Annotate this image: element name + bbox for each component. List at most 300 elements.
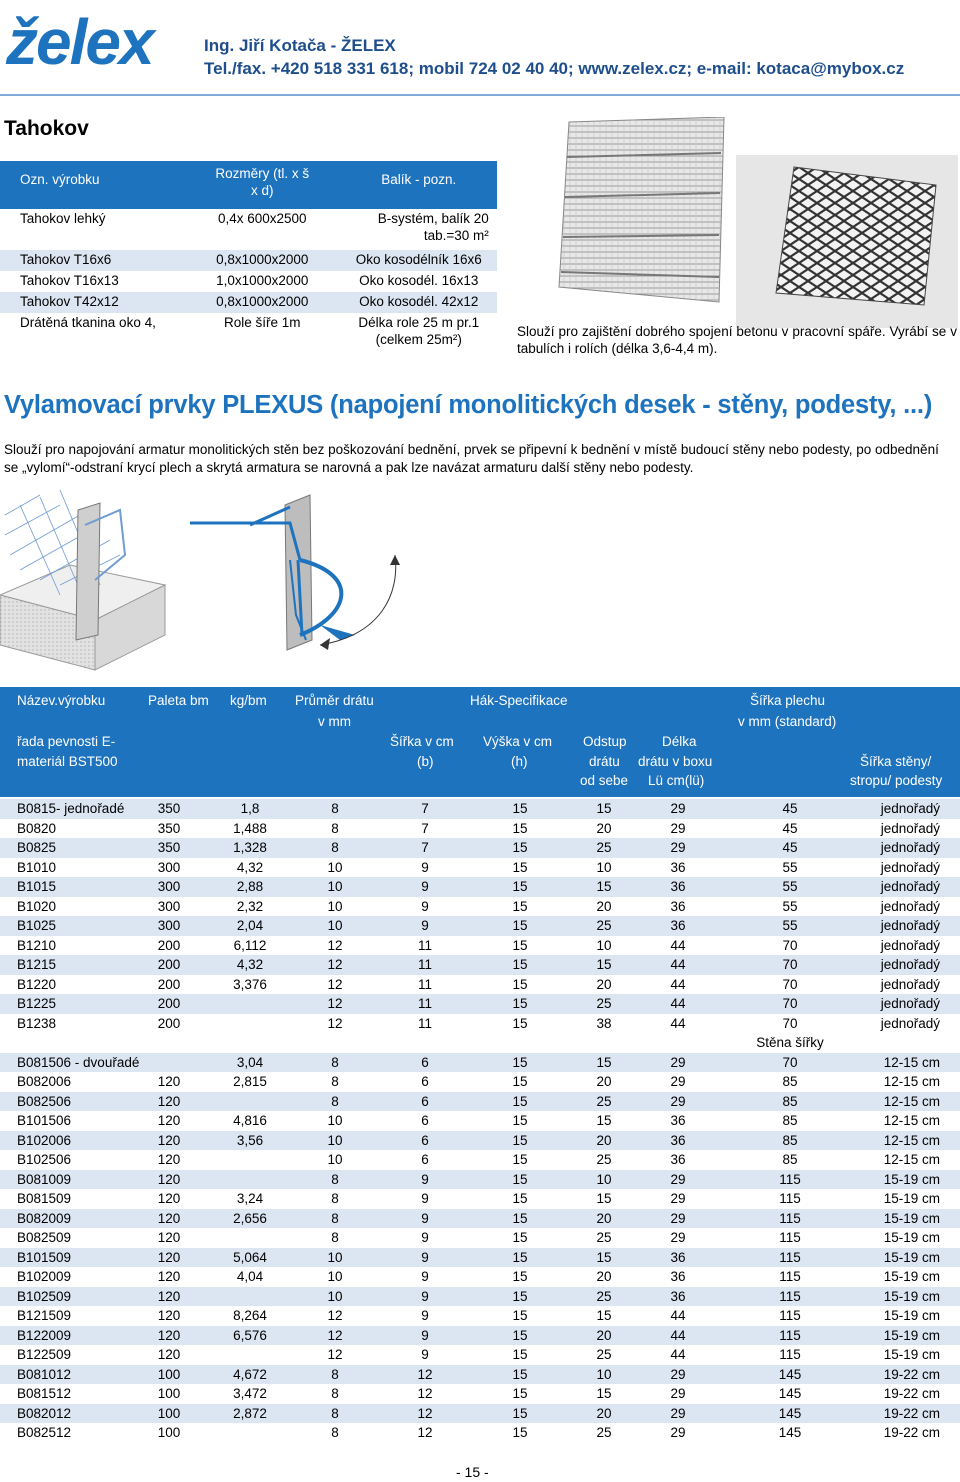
table-row — [0, 1248, 960, 1268]
table-cell: B1210 — [17, 937, 57, 953]
table-cell: 15 — [512, 1074, 528, 1089]
table-cell: 44 — [670, 1015, 686, 1031]
table-cell: 10 — [327, 1249, 343, 1265]
table-cell: 10 — [327, 859, 343, 875]
table-cell: 36 — [670, 1152, 686, 1167]
table-cell: 10 — [596, 937, 612, 953]
table-cell: 15 — [512, 1015, 528, 1031]
table-cell: 45 — [782, 840, 798, 855]
table-row — [0, 1345, 960, 1365]
table-cell: 20 — [596, 1405, 612, 1421]
table-cell: B081509 — [17, 1191, 72, 1206]
table-cell: 1,488 — [233, 820, 267, 836]
table-cell: B081012 — [17, 1366, 72, 1382]
table-cell: 120 — [157, 1347, 181, 1362]
table-cell: B1015 — [17, 879, 57, 894]
table-cell: B1025 — [17, 918, 57, 933]
table-cell: 25 — [596, 1230, 612, 1245]
table-cell: 25 — [596, 1288, 612, 1304]
table-cell: 2,872 — [233, 1405, 267, 1421]
table-cell: 100 — [157, 1425, 181, 1440]
table-cell: 15 — [512, 1171, 528, 1187]
table-cell: 8 — [331, 840, 339, 855]
table-cell: 29 — [670, 1191, 686, 1206]
table-cell: 70 — [782, 937, 798, 953]
table-cell — [340, 209, 497, 250]
header-cell-label: Rozměry (tl. x š x d) — [215, 166, 310, 198]
table-cell: B082509 — [17, 1230, 72, 1245]
table-cell: jednořadý — [880, 918, 940, 933]
table-cell: 36 — [670, 879, 686, 894]
table-cell: B082006 — [17, 1074, 72, 1089]
table-cell: B102006 — [17, 1132, 72, 1148]
table-cell: 11 — [417, 976, 432, 992]
table-cell: 7 — [421, 820, 429, 836]
table-cell — [340, 313, 497, 354]
table-cell: 6 — [421, 1093, 429, 1109]
table-cell: 12 — [417, 1405, 433, 1421]
table-cell: 15-19 cm — [883, 1249, 940, 1265]
table-cell: 9 — [421, 1327, 429, 1343]
table-cell: B122509 — [17, 1347, 72, 1362]
table-cell: B082512 — [17, 1425, 72, 1440]
table-cell: 29 — [670, 1425, 686, 1440]
table-cell: 15 — [512, 1366, 528, 1382]
table-cell: 15 — [512, 898, 528, 914]
header-cell: Balík - pozn. — [340, 161, 497, 209]
table-cell: 45 — [782, 820, 798, 836]
table-cell: 10 — [596, 859, 612, 875]
header-cell: Ozn. výrobku — [0, 161, 184, 209]
table-cell: 36 — [670, 1269, 686, 1284]
table-cell: 15-19 cm — [883, 1171, 940, 1187]
header-cell — [184, 161, 341, 209]
table-cell: B1020 — [17, 898, 57, 914]
table-cell: 29 — [670, 1054, 686, 1070]
table-cell: 200 — [157, 1015, 181, 1031]
table-row — [0, 1111, 960, 1131]
table-cell: 20 — [596, 820, 612, 836]
table-cell: 25 — [596, 1152, 612, 1167]
table-cell: 15 — [512, 801, 528, 816]
table-cell: 15 — [596, 801, 612, 816]
table-row — [0, 1267, 960, 1287]
tahokov-description: Slouží pro zajištění dobrého spojení betonu v pracovní spáře. Vyrábí se v tabulích i rolích (délka 3,6-4,4 m). — [517, 324, 957, 356]
table-row — [0, 936, 960, 956]
table-cell: 15 — [512, 1347, 528, 1362]
plexus-table-body — [0, 799, 960, 1443]
table-cell: 3,56 — [236, 1132, 264, 1148]
table-cell: 45 — [782, 801, 798, 816]
subheader-label: Stěna šířky — [756, 1035, 824, 1050]
table-cell: 12 — [417, 1366, 433, 1382]
table-cell: 12 — [327, 1327, 343, 1343]
table-cell: 15-19 cm — [883, 1327, 940, 1343]
table-cell: jednořadý — [880, 801, 940, 816]
table-cell: 15 — [512, 1191, 528, 1206]
table-cell: 29 — [670, 801, 686, 816]
table-cell: 350 — [157, 840, 181, 855]
table-cell: 120 — [157, 1230, 181, 1245]
table-cell: 29 — [670, 1093, 686, 1109]
header-vyska-h: (h) — [511, 754, 528, 769]
table-row — [0, 799, 960, 819]
tahokov-table — [0, 161, 497, 354]
table-cell: jednořadý — [880, 1015, 940, 1031]
table-cell: 25 — [596, 1093, 612, 1109]
table-row — [0, 955, 960, 975]
table-cell: 300 — [157, 859, 181, 875]
company-contact: Tel./fax. +420 518 331 618; mobil 724 02 40 40; www.zelex.cz; e-mail: kotaca@mybox.cz — [204, 59, 905, 78]
table-cell: jednořadý — [880, 859, 940, 875]
table-row — [0, 975, 960, 995]
table-cell: 44 — [670, 996, 686, 1011]
table-cell: 70 — [782, 996, 798, 1011]
table-cell: 25 — [596, 840, 612, 855]
table-cell: 15 — [512, 1210, 528, 1226]
table-cell: 15 — [512, 879, 528, 894]
table-cell: 20 — [596, 1074, 612, 1089]
table-cell: B0825 — [17, 840, 57, 855]
table-cell: 38 — [596, 1015, 612, 1031]
table-cell: 12 — [327, 996, 343, 1011]
header-odstup-2: drátu — [589, 754, 620, 769]
table-cell: 15 — [512, 1152, 528, 1167]
table-cell: 2,656 — [233, 1210, 267, 1226]
table-cell: 11 — [417, 957, 432, 972]
table-cell: 15 — [512, 976, 528, 992]
table-cell: 120 — [157, 1093, 181, 1109]
table-cell: 3,04 — [236, 1054, 264, 1070]
table-cell: 115 — [779, 1347, 801, 1362]
table-cell: 20 — [596, 1327, 612, 1343]
table-cell: B101506 — [17, 1113, 72, 1128]
table-cell: jednořadý — [880, 996, 940, 1011]
table-row — [0, 1326, 960, 1346]
header-nazev: Název.výrobku — [17, 693, 106, 708]
header-plech: Šířka plechu — [750, 693, 826, 708]
header-hak: Hák-Specifikace — [470, 693, 568, 708]
plexus-illustration — [0, 485, 400, 685]
table-cell: 9 — [421, 1347, 429, 1362]
table-cell: 15-19 cm — [883, 1347, 940, 1362]
table-cell: 29 — [670, 1171, 686, 1187]
table-row — [0, 271, 497, 292]
table-cell: B1215 — [17, 957, 57, 972]
table-row — [0, 1287, 960, 1307]
table-cell: 115 — [779, 1230, 801, 1245]
table-cell: 145 — [778, 1425, 802, 1440]
table-cell: 20 — [596, 1210, 612, 1226]
table-cell: 36 — [670, 859, 686, 875]
table-cell: 15 — [512, 1113, 528, 1128]
table-cell: 115 — [779, 1308, 801, 1323]
header-delka-2: drátu v boxu — [638, 754, 713, 769]
table-cell: 8 — [331, 1210, 339, 1226]
table-cell: 85 — [782, 1113, 798, 1128]
table-cell: 15 — [512, 1249, 528, 1265]
table-cell: 70 — [782, 1015, 798, 1031]
table-cell: 12 — [327, 1308, 343, 1323]
table-cell: 12-15 cm — [883, 1093, 940, 1109]
table-cell: 55 — [782, 879, 798, 894]
table-cell: 8 — [331, 1386, 339, 1401]
table-cell: 29 — [670, 1230, 686, 1245]
table-cell: 11 — [417, 996, 432, 1011]
table-row — [0, 1170, 960, 1190]
table-cell: 145 — [778, 1366, 802, 1382]
header-odstup-3: od sebe — [580, 773, 629, 788]
table-cell: Oko kosodélník 16x6 — [340, 250, 497, 271]
table-row — [0, 1365, 960, 1385]
table-cell: 12-15 cm — [883, 1113, 940, 1128]
table-cell: 4,672 — [233, 1366, 267, 1382]
table-cell: 19-22 cm — [883, 1425, 940, 1440]
table-cell: B1010 — [17, 859, 57, 875]
table-cell: 12-15 cm — [883, 1152, 940, 1167]
table-cell: B081009 — [17, 1171, 72, 1187]
table-cell: 36 — [670, 1132, 686, 1148]
table-cell: 15 — [512, 1405, 528, 1421]
table-cell: 9 — [421, 898, 429, 914]
plexus-table-header — [0, 687, 960, 797]
table-cell: Tahokov T16x13 — [20, 273, 119, 288]
table-row — [0, 877, 960, 897]
table-cell: B1238 — [17, 1015, 57, 1031]
table-cell: 15 — [596, 1249, 612, 1265]
table-cell: B102009 — [17, 1269, 72, 1284]
table-cell: 300 — [157, 879, 181, 894]
table-cell: 1,0x1000x2000 — [216, 273, 309, 288]
table-cell: B0815- jednořadé — [17, 801, 125, 816]
table-cell: B102509 — [17, 1288, 72, 1304]
header-kg: kg/bm — [230, 693, 267, 708]
table-cell: Oko kosodél. 42x12 — [340, 292, 497, 313]
table-cell: 70 — [782, 976, 798, 992]
table-cell: 8 — [331, 1230, 339, 1245]
header-rada: řada pevnosti E- — [17, 734, 116, 749]
company-name: Ing. Jiří Kotača - ŽELEX — [204, 36, 396, 55]
table-row — [0, 313, 497, 354]
table-row — [0, 1092, 960, 1112]
table-cell: 15-19 cm — [883, 1191, 940, 1206]
table-row — [0, 819, 960, 839]
table-cell: 15-19 cm — [883, 1210, 940, 1226]
table-cell: 15 — [512, 859, 528, 875]
table-cell: 120 — [157, 1171, 181, 1187]
table-row — [0, 1150, 960, 1170]
table-cell: 20 — [596, 976, 612, 992]
table-cell: B081512 — [17, 1386, 72, 1401]
table-cell: 8 — [331, 1093, 339, 1109]
table-cell: 15 — [512, 840, 528, 855]
table-cell: 120 — [157, 1269, 181, 1284]
table-cell: 120 — [157, 1074, 181, 1089]
table-cell: 8 — [331, 1366, 339, 1382]
table-row — [0, 250, 497, 271]
table-cell: 15 — [596, 1191, 612, 1206]
table-cell: 15 — [512, 1269, 528, 1284]
table-cell: Role šíře 1m — [223, 315, 301, 330]
cell-text: Délka role 25 m pr.1 (celkem 25m²) — [358, 315, 480, 347]
plexus-description: Slouží pro napojování armatur monolitických stěn bez poškozování bednění, prvek se připevní k bednění v místě budoucí stěny nebo podesty, po odbednění se „vylomí“-odstraní krycí plech a skrytá armatura se narovná a pak lze navázat armaturu další stěny nebo podesty. — [4, 442, 939, 475]
table-cell: 4,816 — [233, 1113, 267, 1128]
expanded-metal-photo — [736, 155, 958, 328]
table-cell: 3,24 — [236, 1191, 264, 1206]
table-cell: 9 — [421, 1308, 429, 1323]
table-cell: 29 — [670, 1366, 686, 1382]
table-cell: 0,8x1000x2000 — [184, 292, 341, 313]
table-cell: 15 — [596, 879, 612, 894]
table-cell: 55 — [782, 898, 798, 914]
header-divider — [0, 94, 960, 96]
table-cell: 8 — [331, 801, 339, 816]
table-cell: 120 — [157, 1308, 181, 1323]
table-cell: 10 — [327, 879, 343, 894]
table-cell: jednořadý — [880, 976, 940, 992]
header-stena-2: stropu/ podesty — [850, 773, 943, 788]
table-cell: B102506 — [17, 1152, 72, 1167]
table-cell: B121509 — [17, 1308, 72, 1323]
table-row — [0, 1014, 960, 1034]
table-cell: B082506 — [17, 1093, 72, 1109]
table-cell: 300 — [157, 918, 181, 933]
table-cell: B0820 — [17, 820, 57, 836]
table-cell: 12 — [327, 976, 343, 992]
table-cell: B1220 — [17, 976, 57, 992]
table-cell: 85 — [782, 1093, 798, 1109]
table-cell: 36 — [670, 1113, 686, 1128]
table-cell: 44 — [670, 1347, 686, 1362]
table-cell: 6 — [421, 1113, 429, 1128]
table-cell: 36 — [670, 918, 686, 933]
table-cell: 15 — [512, 937, 528, 953]
table-cell: 8 — [331, 1074, 339, 1089]
table-cell: 85 — [782, 1132, 798, 1148]
table-cell: 120 — [157, 1132, 181, 1148]
table-cell: 12-15 cm — [883, 1054, 940, 1070]
table-cell: 15 — [512, 918, 528, 933]
table-cell: 9 — [421, 1269, 429, 1284]
table-cell: 12 — [327, 1347, 343, 1362]
table-cell: Oko kosodél. 16x13 — [359, 273, 479, 288]
table-cell: 120 — [157, 1327, 181, 1343]
table-cell: 25 — [596, 1425, 612, 1440]
table-cell: B101509 — [17, 1249, 72, 1265]
table-cell: 115 — [779, 1249, 801, 1265]
header-paleta: Paleta bm — [148, 693, 209, 708]
table-row — [0, 1189, 960, 1209]
table-cell: 15 — [512, 1386, 528, 1401]
table-cell: B122009 — [17, 1327, 72, 1343]
table-cell: 15 — [512, 957, 528, 972]
table-header-row — [0, 161, 497, 209]
table-cell: 10 — [327, 918, 343, 933]
table-cell: 12 — [417, 1386, 433, 1401]
table-row — [0, 1384, 960, 1404]
cell-text: B-systém, balík 20 tab.=30 m² — [377, 211, 489, 243]
header-sirka-b: (b) — [417, 754, 434, 769]
table-cell: 1,328 — [233, 840, 267, 855]
table-cell: 120 — [157, 1191, 181, 1206]
table-cell: 200 — [157, 957, 181, 972]
table-cell: jednořadý — [880, 820, 940, 836]
table-cell: 9 — [421, 1288, 429, 1304]
table-cell: 85 — [782, 1152, 798, 1167]
table-cell: 12 — [417, 1425, 433, 1440]
table-cell: 9 — [421, 1210, 429, 1226]
table-cell: 55 — [782, 859, 798, 875]
table-cell: 20 — [596, 898, 612, 914]
table-cell: 29 — [670, 1386, 686, 1401]
table-cell: 6 — [421, 1054, 429, 1070]
header-vyska: Výška v cm — [483, 734, 553, 749]
table-cell: 19-22 cm — [883, 1386, 940, 1401]
table-cell: 100 — [157, 1405, 181, 1421]
table-cell: 9 — [421, 879, 429, 894]
table-cell: 15-19 cm — [883, 1308, 940, 1323]
table-cell: 12-15 cm — [883, 1074, 940, 1089]
table-cell: jednořadý — [880, 937, 940, 953]
table-cell: 15 — [512, 820, 528, 836]
table-cell: 120 — [157, 1249, 181, 1265]
table-cell: 120 — [157, 1210, 181, 1226]
table-cell: 55 — [782, 918, 798, 933]
table-cell: 25 — [596, 996, 612, 1011]
table-subheader-row — [0, 1033, 960, 1053]
table-cell: 9 — [421, 1230, 429, 1245]
table-cell: 4,32 — [236, 859, 264, 875]
table-row — [0, 916, 960, 936]
table-cell: 6 — [421, 1132, 429, 1148]
header-delka-3: Lü cm(lü) — [648, 773, 705, 788]
table-cell: 6 — [421, 1074, 429, 1089]
table-cell: B082012 — [17, 1405, 72, 1421]
table-cell: 15 — [596, 1113, 612, 1128]
table-cell: 200 — [157, 976, 181, 992]
table-cell: 20 — [596, 1269, 612, 1284]
section-title-plexus: Vylamovací prvky PLEXUS (napojení monolitických desek - stěny, podesty, ...) — [4, 391, 933, 419]
table-cell: Drátěná tkanina oko 4, — [20, 315, 156, 330]
table-cell: 350 — [157, 820, 181, 836]
table-cell: B082009 — [17, 1210, 72, 1226]
table-cell: 15 — [512, 1327, 528, 1343]
table-cell: 8 — [331, 1405, 339, 1421]
table-cell: 29 — [670, 1210, 686, 1226]
table-cell: jednořadý — [880, 898, 940, 914]
table-cell: 19-22 cm — [883, 1366, 940, 1382]
header-prumer-unit: v mm — [318, 714, 351, 729]
table-cell: 10 — [327, 1132, 343, 1148]
table-cell: 12-15 cm — [883, 1132, 940, 1148]
table-cell: 10 — [327, 898, 343, 914]
table-cell: 3,376 — [233, 976, 267, 992]
table-cell: B1225 — [17, 996, 57, 1011]
table-cell: 12 — [327, 957, 343, 972]
table-cell: 200 — [157, 937, 181, 953]
table-cell: 9 — [421, 1171, 429, 1187]
table-cell: 8 — [331, 820, 339, 836]
table-cell: 9 — [421, 918, 429, 933]
table-cell: 15 — [512, 1288, 528, 1304]
table-cell: 70 — [782, 957, 798, 972]
table-cell: 0,8x1000x2000 — [184, 250, 341, 271]
table-row — [0, 994, 960, 1014]
table-cell: 7 — [421, 801, 429, 816]
table-row — [0, 1053, 960, 1073]
table-cell: 15 — [596, 1386, 612, 1401]
table-cell: 10 — [327, 1152, 343, 1167]
